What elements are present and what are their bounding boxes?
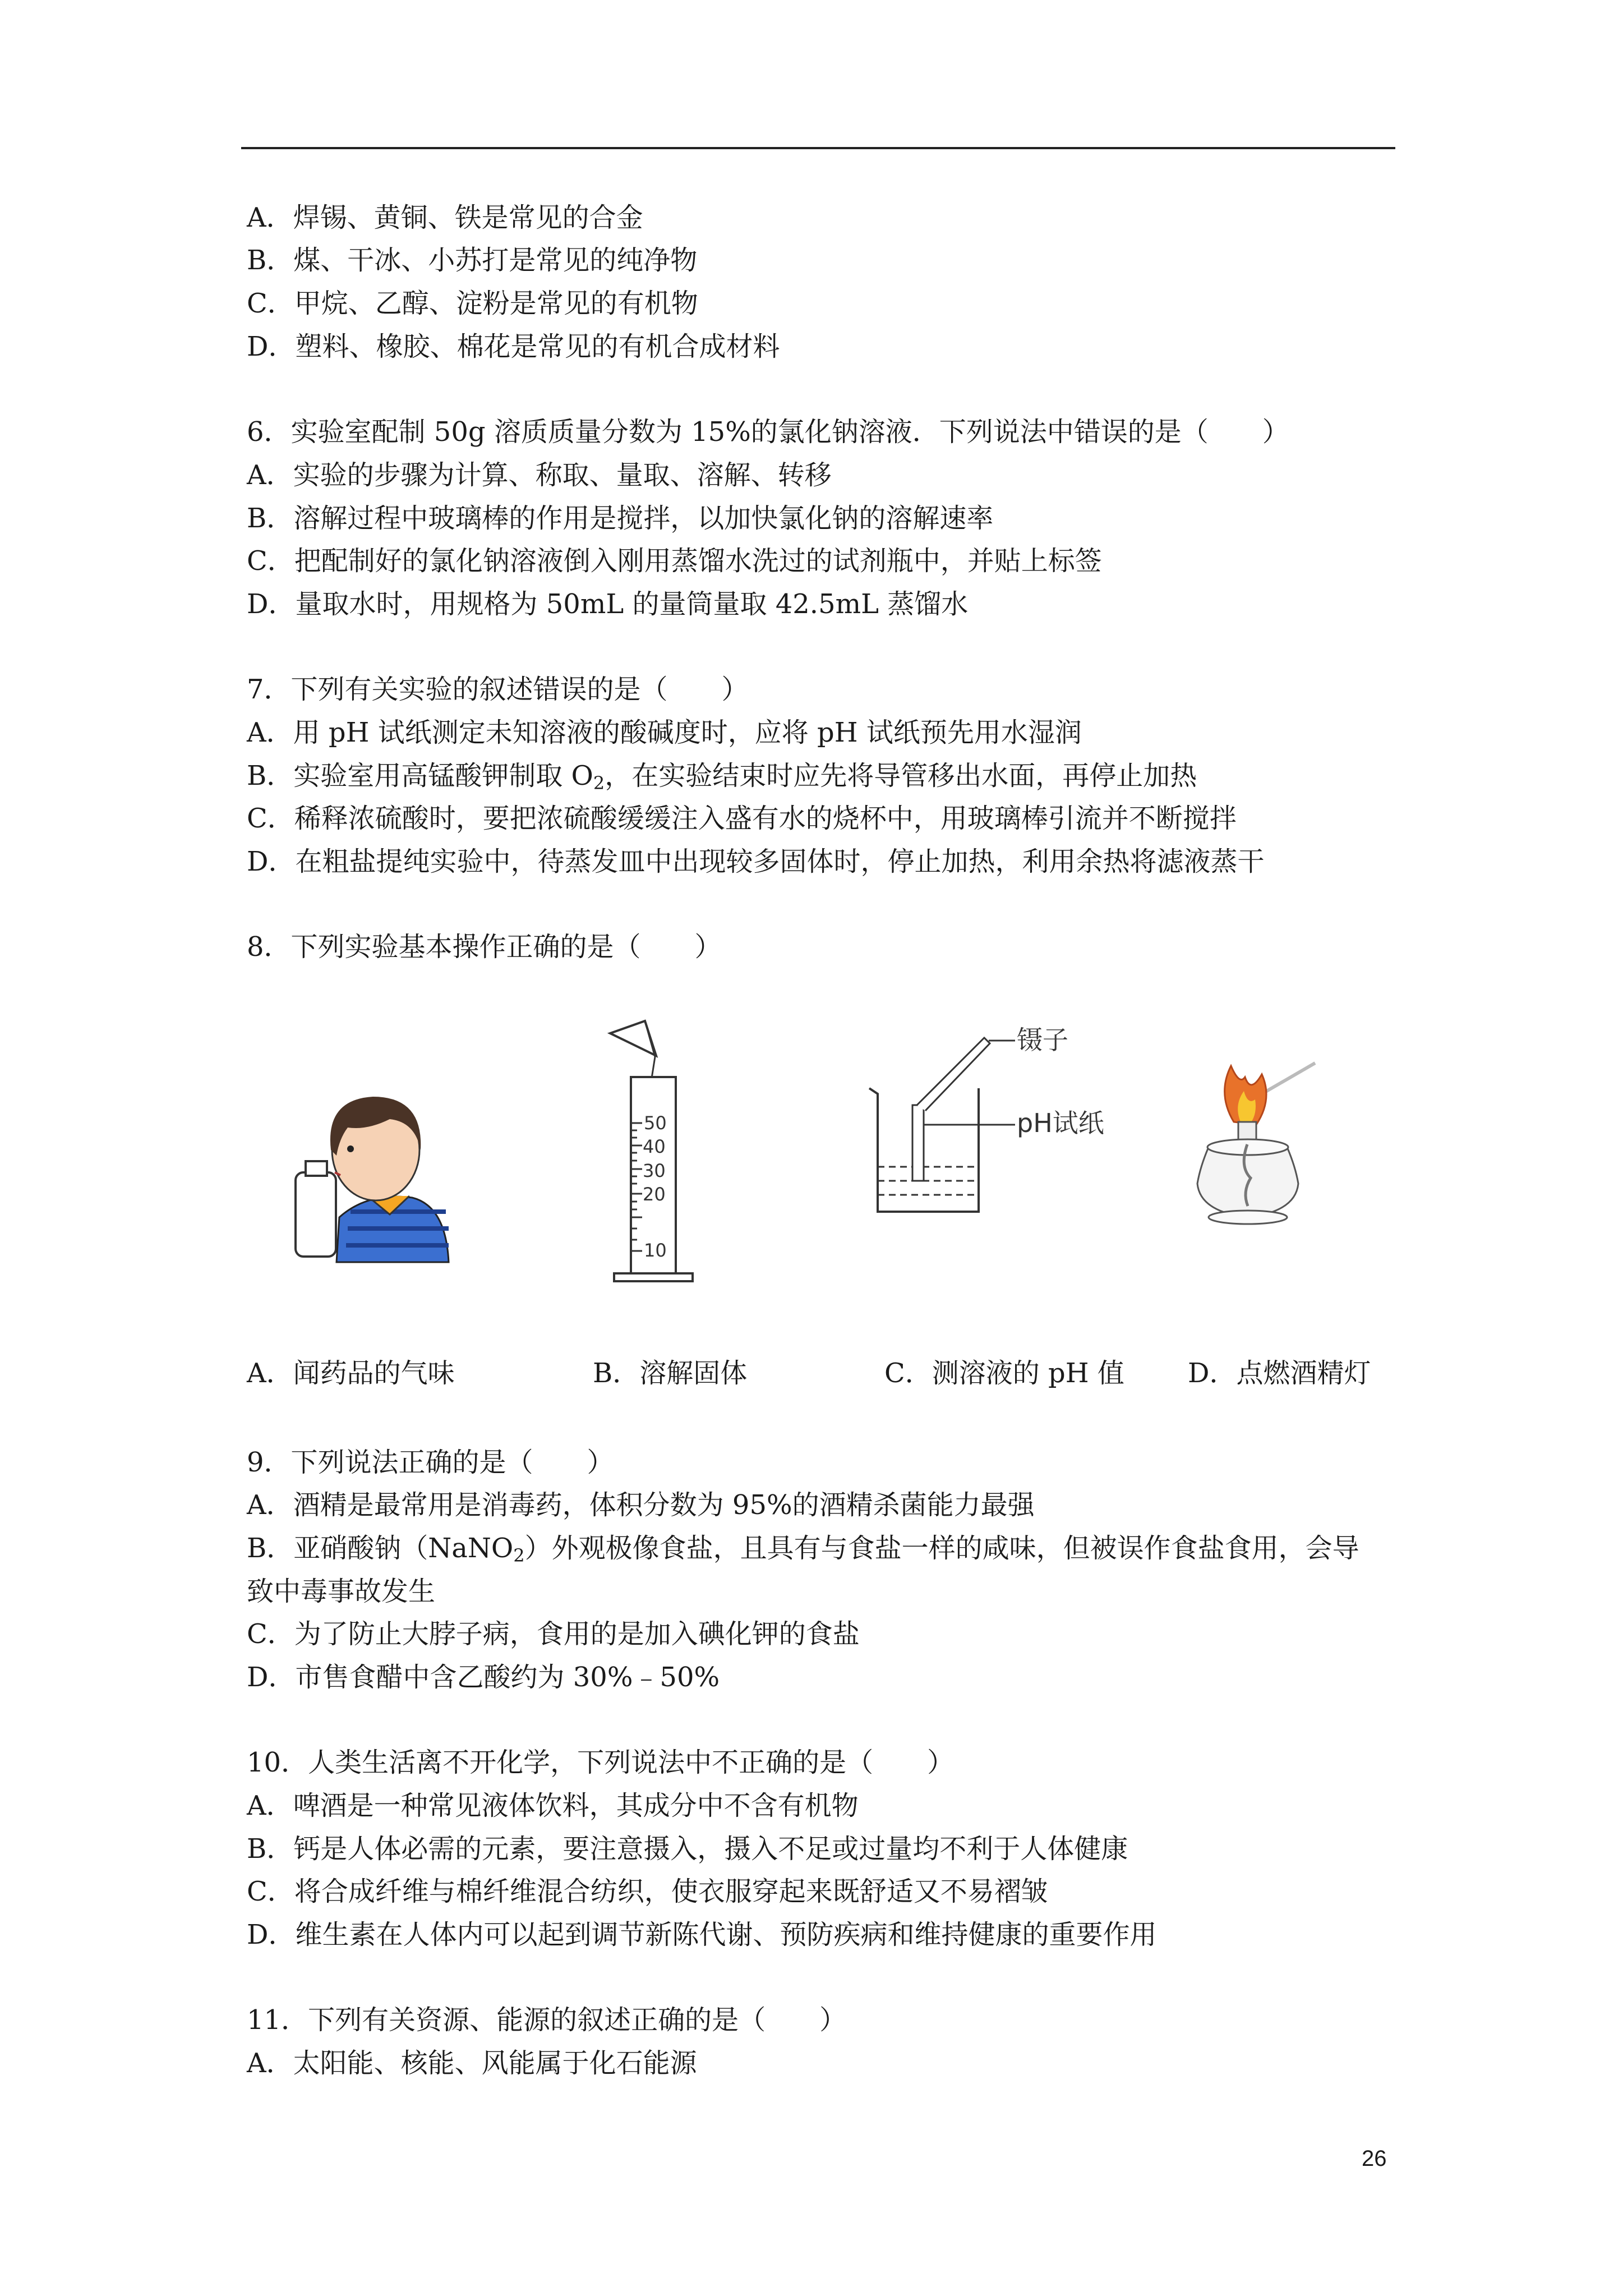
q7-stem: 7．下列有关实验的叙述错误的是（ ） [247,674,749,705]
q5-option-b: B．煤、干冰、小苏打是常见的纯净物 [247,245,698,276]
q7-option-b-tail: ，在实验结束时应先将导管移出水面，再停止加热 [605,760,1197,792]
figure-graduated-cylinder [606,1016,701,1291]
page-number: 26 [1362,2146,1387,2171]
q9-option-a: A．酒精是最常用是消毒药，体积分数为 95%的酒精杀菌能力最强 [247,1489,1035,1521]
q10-option-a: A．啤酒是一种常见液体饮料，其成分中不含有机物 [247,1790,859,1821]
q9-option-b [247,1531,1359,1572]
q7-option-a: A．用 pH 试纸测定未知溶液的酸碱度时，应将 pH 试纸预先用水湿润 [247,717,1082,748]
q9-option-b-subscript: 2 [513,1545,525,1566]
q9-stem: 9．下列说法正确的是（ ） [247,1447,614,1478]
q11-option-a: A．太阳能、核能、风能属于化石能源 [247,2047,697,2079]
q6-option-b: B．溶解过程中玻璃棒的作用是搅拌，以加快氯化钠的溶解速率 [247,503,994,534]
q11-stem: 11．下列有关资源、能源的叙述正确的是（ ） [247,2004,847,2036]
q6-stem: 6．实验室配制 50g 溶质质量分数为 15%的氯化钠溶液．下列说法中错误的是（ ） [247,416,1289,448]
q7-option-c: C．稀释浓硫酸时，要把浓硫酸缓缓注入盛有水的烧杯中，用玻璃棒引流并不断搅拌 [247,803,1237,834]
q7-option-b-text: B．实验室用高锰酸钾制取 O [247,760,593,792]
q7-option-d: D．在粗盐提纯实验中，待蒸发皿中出现较多固体时，停止加热，利用余热将滤液蒸干 [247,846,1265,877]
figure-alcohol-lamp [1178,1055,1324,1234]
header-rule [241,147,1395,149]
label-tweezers: 镊子 [1017,1027,1068,1055]
q8-caption-d: D．点燃酒精灯 [1188,1358,1371,1389]
q8-caption-b: B．溶解固体 [593,1358,748,1389]
q9-option-d: D．市售食醋中含乙酸约为 30%﹣50% [247,1662,720,1693]
cylinder-tick-30: 30 [643,1160,666,1181]
cylinder-tick-40: 40 [643,1136,666,1157]
q6-option-c: C．把配制好的氯化钠溶液倒入刚用蒸馏水洗过的试剂瓶中，并贴上标签 [247,545,1102,577]
q8-caption-c: C．测溶液的 pH 值 [884,1358,1124,1389]
q9-option-b-tail: ）外观极像食盐，且具有与食盐一样的咸味，但被误作食盐食用，会导 [524,1533,1359,1564]
label-ph-paper: pH试纸 [1017,1108,1104,1138]
q7-option-b [247,759,1197,800]
cylinder-tick-10: 10 [644,1240,667,1261]
q5-option-a: A．焊锡、黄铜、铁是常见的合金 [247,202,643,233]
q9-option-c: C．为了防止大脖子病，食用的是加入碘化钾的食盐 [247,1618,860,1650]
q10-option-d: D．维生素在人体内可以起到调节新陈代谢、预防疾病和维持健康的重要作用 [247,1919,1157,1950]
figure-ph-test [855,1027,1124,1228]
q7-option-b-subscript: 2 [593,772,605,794]
q5-option-d: D．塑料、橡胶、棉花是常见的有机合成材料 [247,331,780,362]
q10-option-c: C．将合成纤维与棉纤维混合纺织，使衣服穿起来既舒适又不易褶皱 [247,1876,1048,1907]
q5-option-c: C．甲烷、乙醇、淀粉是常见的有机物 [247,288,698,319]
q8-caption-a: A．闻药品的气味 [247,1358,455,1389]
cylinder-tick-20: 20 [643,1184,666,1205]
q6-option-d: D．量取水时，用规格为 50mL 的量筒量取 42.5mL 蒸馏水 [247,588,969,620]
figure-smelling [283,1077,451,1268]
q6-option-a: A．实验的步骤为计算、称取、量取、溶解、转移 [247,459,832,491]
cylinder-tick-50: 50 [644,1112,667,1134]
q9-option-b-text: B．亚硝酸钠（NaNO [247,1533,514,1564]
q10-stem: 10．人类生活离不开化学，下列说法中不正确的是（ ） [247,1747,955,1778]
q10-option-b: B．钙是人体必需的元素，要注意摄入，摄入不足或过量均不利于人体健康 [247,1833,1128,1865]
q8-stem: 8．下列实验基本操作正确的是（ ） [247,931,722,963]
q9-option-b-continued: 致中毒事故发生 [247,1576,436,1607]
